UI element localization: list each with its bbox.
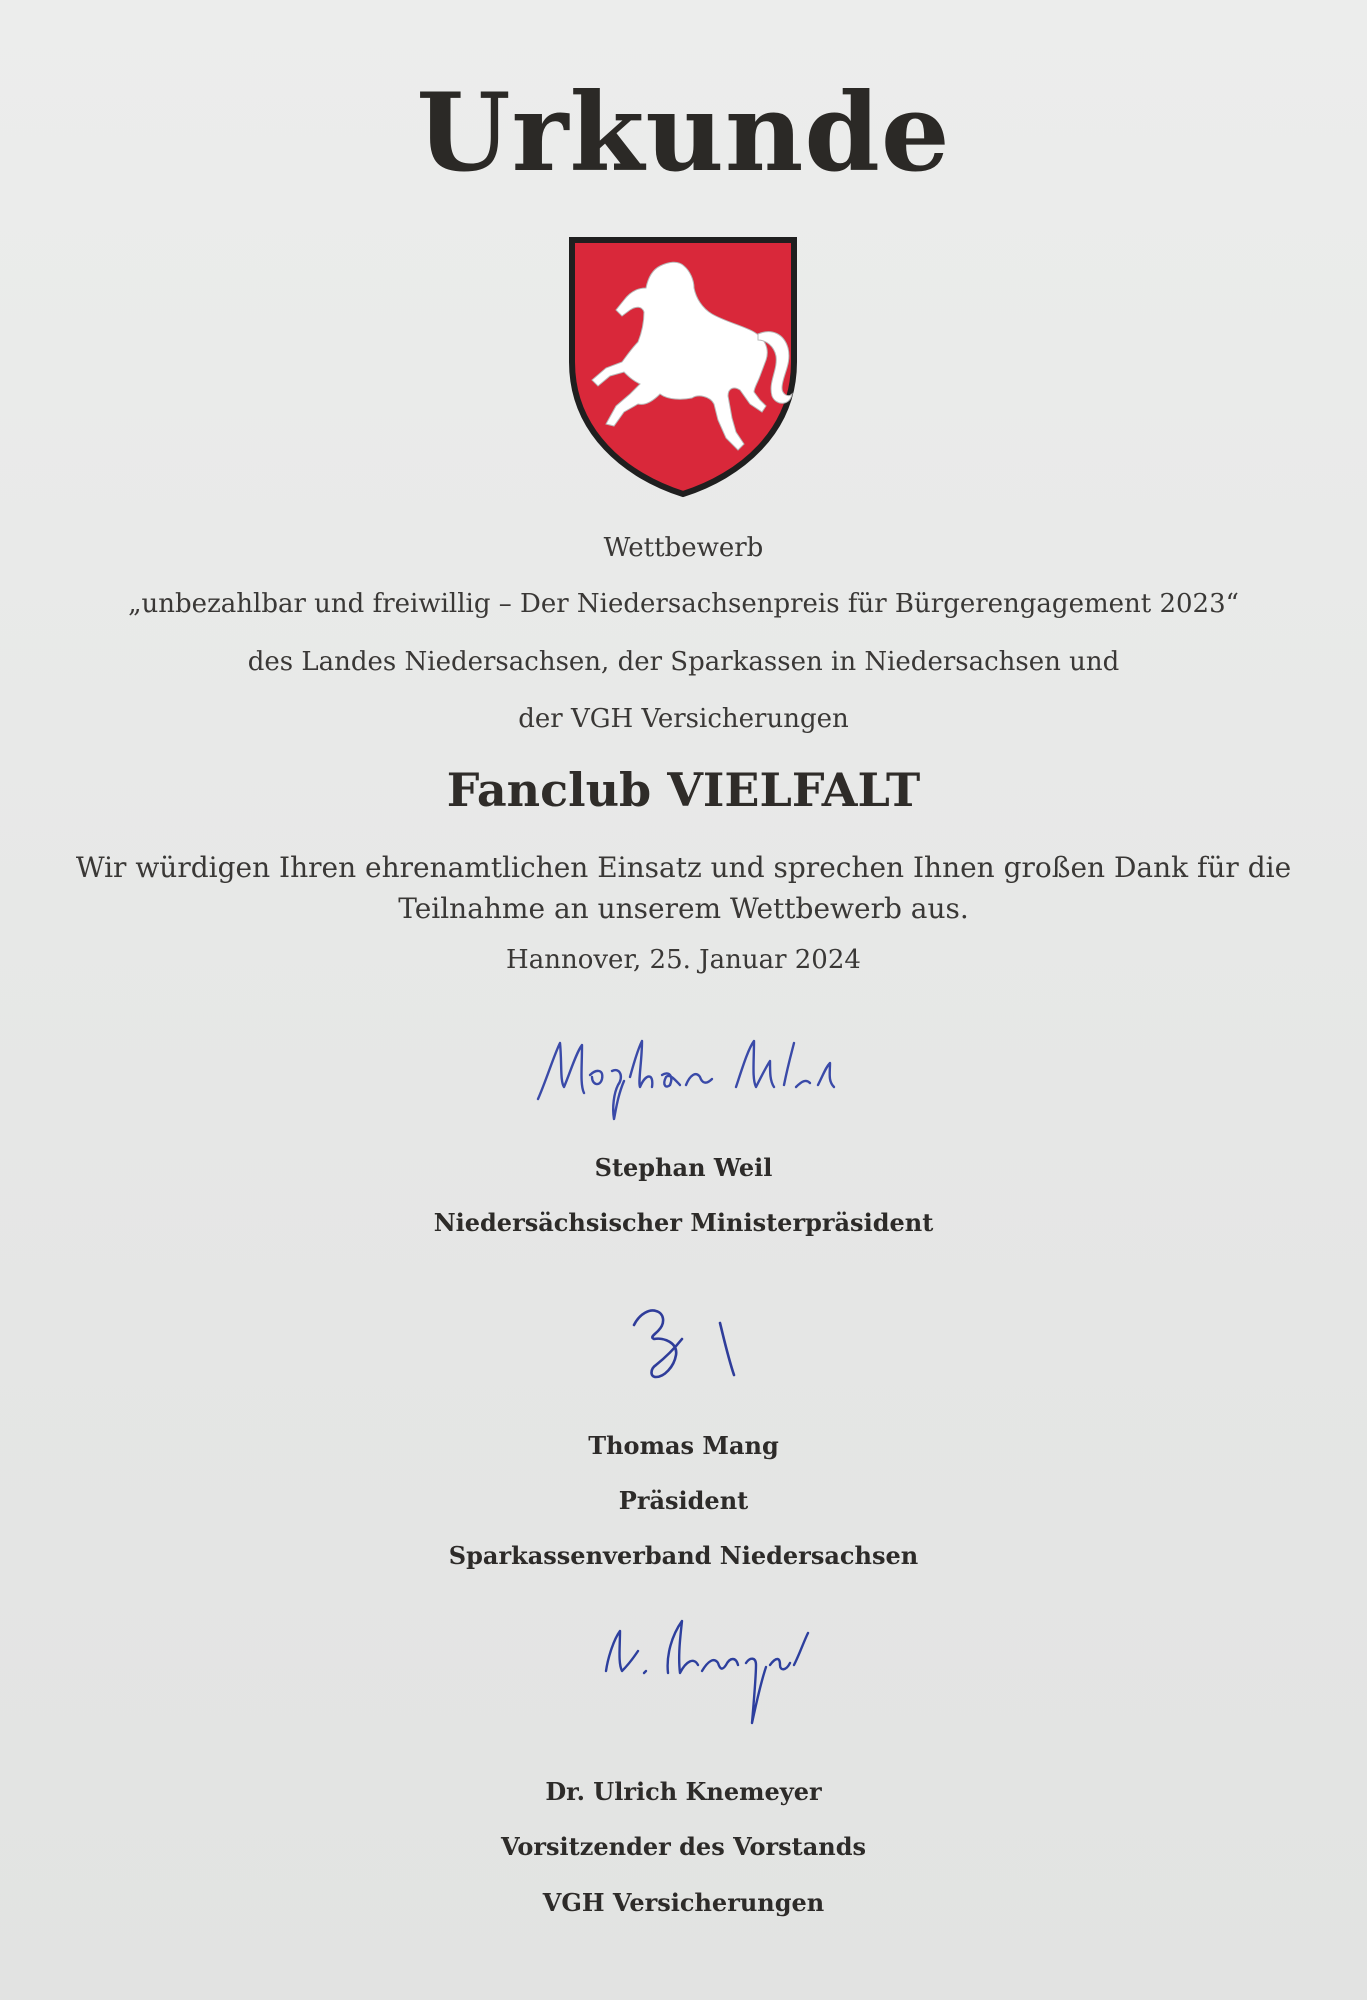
signatory-2-name: Thomas Mang [588,1431,779,1460]
signature-thomas-mang [620,1295,800,1395]
signatory-3-organization: VGH Versicherungen [542,1888,825,1917]
competition-label: Wettbewerb [603,533,764,563]
lower-saxony-horse-crest-icon [568,236,798,498]
organizers-line-1: des Landes Niedersachsen, der Sparkassen in Niedersachsen und [247,647,1120,677]
signatory-2-role: Präsident [618,1486,749,1515]
signature-stephan-weil [530,1015,850,1135]
competition-name: „unbezahlbar und freiwillig – Der Niedersachsenpreis für Bürgerengagement 2023“ [128,589,1239,619]
appreciation-text-line-2: Teilnahme an unserem Wettbewerb aus. [398,892,969,925]
signature-ulrich-knemeyer [590,1595,820,1745]
organizers-line-2: der VGH Versicherungen [518,704,849,734]
signatory-1-role: Niedersächsischer Ministerpräsident [433,1208,934,1237]
signatory-2-organization: Sparkassenverband Niedersachsen [448,1541,919,1570]
certificate-title: Urkunde [416,70,951,196]
signatory-1-name: Stephan Weil [594,1153,773,1182]
place-and-date: Hannover, 25. Januar 2024 [506,945,861,975]
appreciation-text-line-1: Wir würdigen Ihren ehrenamtlichen Einsatz und sprechen Ihnen großen Dank für die [75,851,1292,884]
recipient-name: Fanclub VIELFALT [446,763,921,817]
signatory-3-name: Dr. Ulrich Knemeyer [545,1777,822,1806]
signatory-3-role: Vorsitzender des Vorstands [500,1832,867,1861]
